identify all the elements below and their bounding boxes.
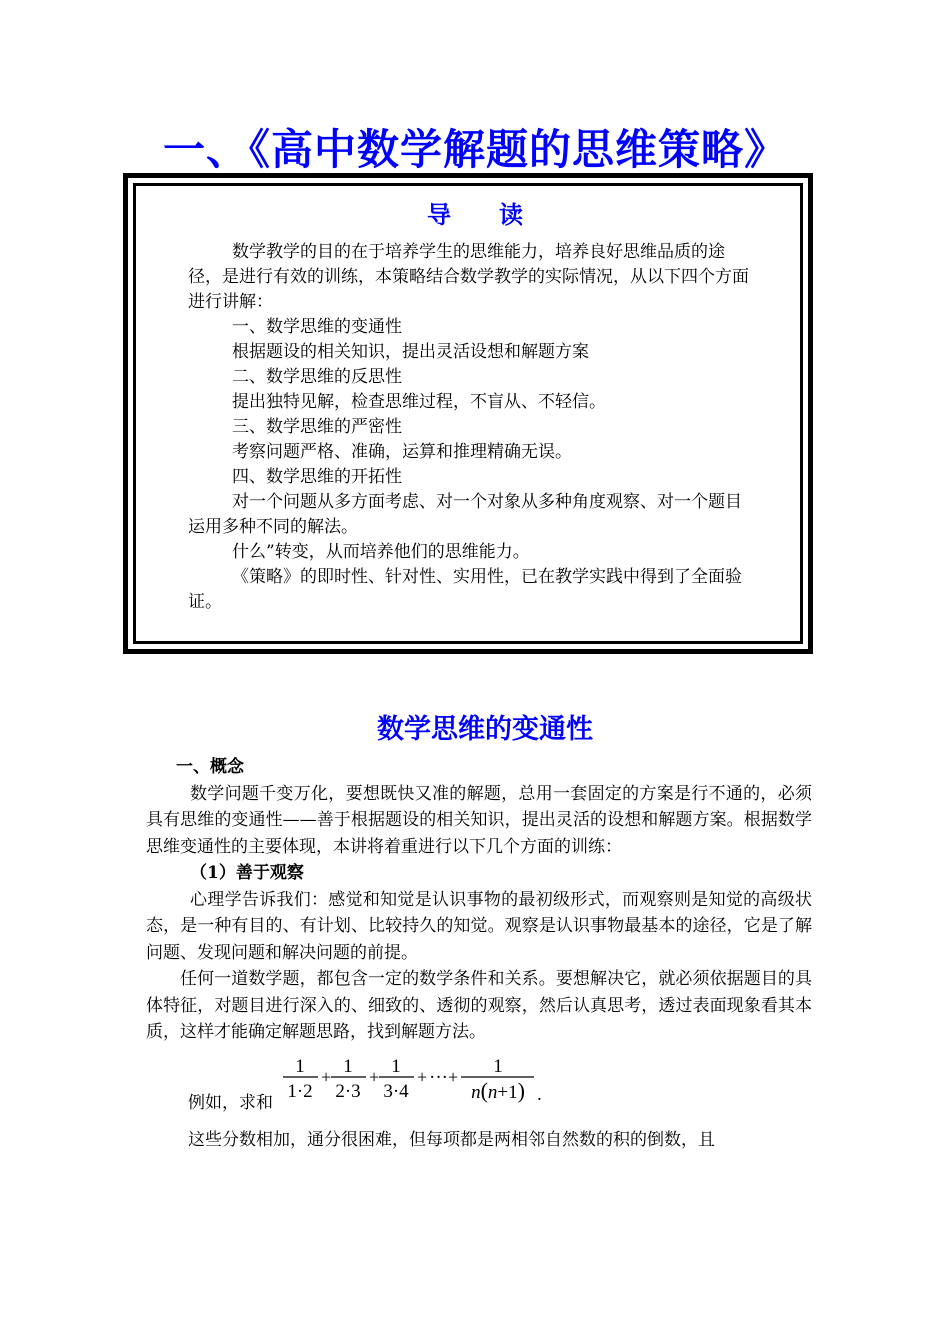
- concept-paragraph: 数学问题千变万化，要想既快又准的解题，总用一套固定的方案是行不通的，必须具有思维的变通性——善于根据题设的相关知识，提出灵活的设想和解题方案。根据数学思维变通性的主要体现，本讲将着重进行以下几个方面的训练：: [146, 783, 812, 857]
- guide-body: [188, 240, 753, 615]
- formula-period: .: [537, 1084, 542, 1105]
- frac-3-den: 3·4: [383, 1081, 409, 1102]
- plus-3: +: [417, 1067, 428, 1087]
- plus-2: +: [369, 1067, 380, 1087]
- guide-item-3-title: 三、数学思维的严密性: [232, 417, 402, 437]
- section-body: [146, 754, 812, 1046]
- section-title: 数学思维的变通性: [377, 714, 593, 745]
- guide-heading: [0, 200, 950, 230]
- guide-heading-char-2: 读: [499, 201, 523, 229]
- concept-heading: 一、概念: [176, 757, 244, 777]
- frac-3-num: 1: [391, 1056, 401, 1077]
- guide-item-4-title: 四、数学思维的开拓性: [232, 467, 402, 487]
- sum-formula: [278, 1052, 738, 1112]
- observe-paragraph: 心理学告诉我们：感觉和知觉是认识事物的最初级形式，而观察则是知觉的高级状态，是一种有目的、有计划、比较持久的知觉。观察是认识事物最基本的途径，它是了解问题、发现问题和解决问题的前提。: [146, 889, 812, 963]
- guide-heading-char-1: 导: [427, 201, 451, 229]
- guide-item-1-title: 一、数学思维的变通性: [232, 317, 402, 337]
- plus-1: +: [321, 1067, 332, 1087]
- guide-item-3-desc: 考察问题严格、准确，运算和推理精确无误。: [232, 442, 572, 462]
- guide-item-2-title: 二、数学思维的反思性: [232, 367, 402, 387]
- frac-n-num: 1: [493, 1056, 503, 1077]
- frac-1-num: 1: [295, 1056, 305, 1077]
- continuation-paragraph: 这些分数相加，通分很困难，但每项都是两相邻自然数的积的倒数，且: [188, 1130, 715, 1150]
- guide-intro: 数学教学的目的在于培养学生的思维能力，培养良好思维品质的途径，是进行有效的训练，本策略结合数学教学的实际情况，从以下四个方面进行讲解：: [188, 242, 749, 312]
- guide-conclusion: 《策略》的即时性、针对性、实用性，已在教学实践中得到了全面验证。: [188, 567, 742, 612]
- guide-note: 什么”转变，从而培养他们的思维能力。: [232, 542, 530, 562]
- plus-4: +: [448, 1067, 459, 1087]
- example-line: [188, 1052, 748, 1112]
- guide-item-1-desc: 根据题设的相关知识，提出灵活设想和解题方案: [232, 342, 589, 362]
- ellipsis: ···: [429, 1067, 448, 1088]
- frac-n-den: n(n+1): [471, 1078, 525, 1103]
- example-label: 例如，求和: [188, 1093, 273, 1113]
- guide-item-2-desc: 提出独特见解，检查思维过程，不盲从、不轻信。: [232, 392, 606, 412]
- guide-item-4-desc: 对一个问题从多方面考虑、对一个对象从多种角度观察、对一个题目运用多种不同的解法。: [188, 492, 742, 537]
- document-title: 一、《高中数学解题的思维策略》: [162, 125, 787, 174]
- frac-2-den: 2·3: [335, 1081, 361, 1102]
- observe-paragraph-2: 任何一道数学题，都包含一定的数学条件和关系。要想解决它，就必须依据题目的具体特征，对题目进行深入的、细致的、透彻的观察，然后认真思考，透过表面现象看其本质，这样才能确定解题思路，找到解题方法。: [146, 969, 812, 1042]
- frac-2-num: 1: [343, 1056, 353, 1077]
- observe-heading: （1）善于观察: [190, 863, 304, 883]
- frac-1-den: 1·2: [287, 1081, 313, 1102]
